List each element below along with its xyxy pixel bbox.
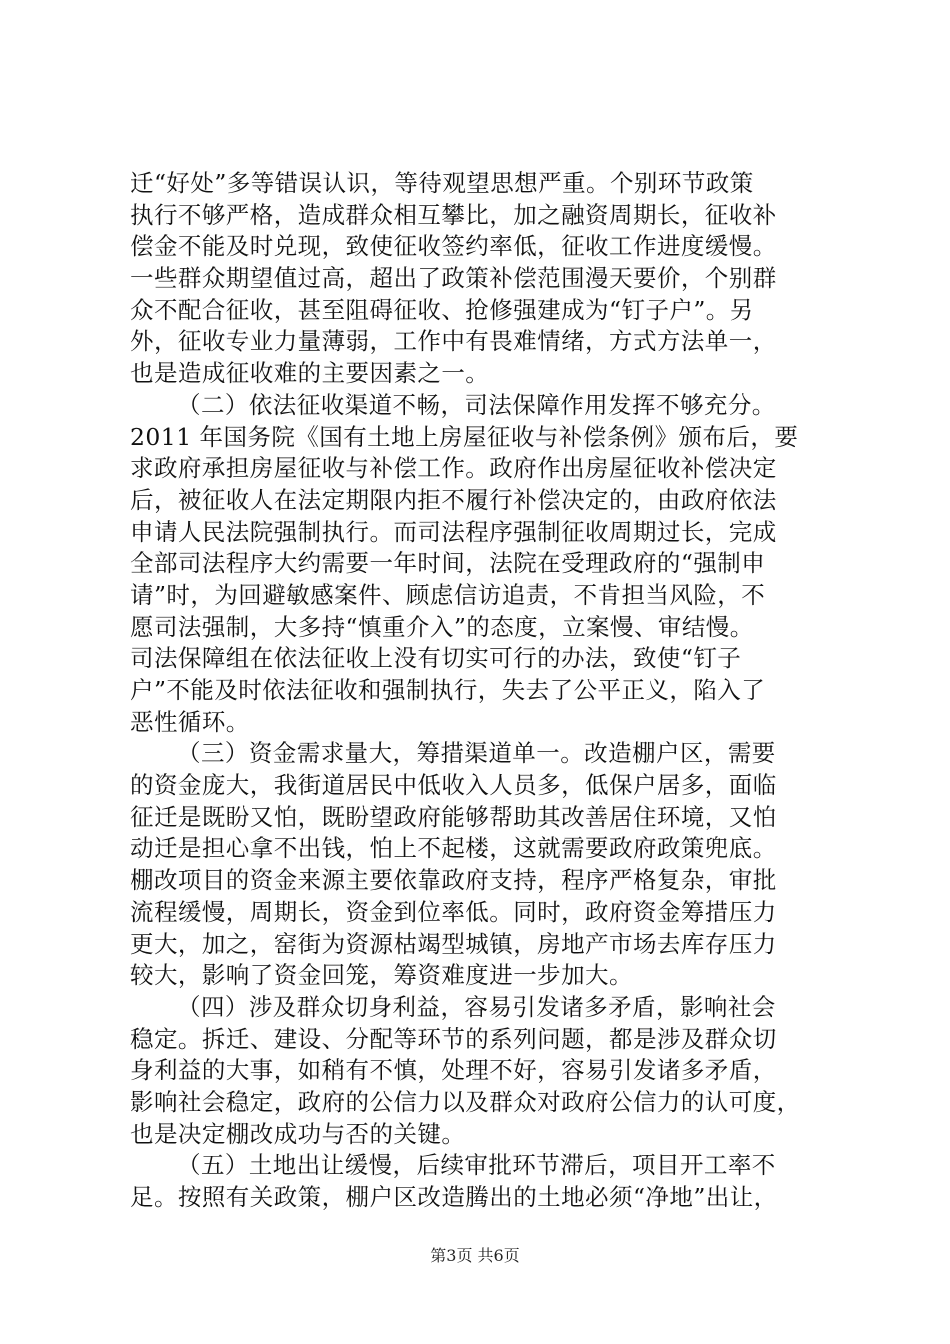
text-line: 也是决定棚改成功与否的关键。 xyxy=(130,1119,466,1148)
text-line: 身利益的大事，如稍有不慎，处理不好，容易引发诸多矛盾， xyxy=(130,1056,777,1085)
text-line: 的资金庞大，我街道居民中低收入人员多，低保户居多，面临 xyxy=(130,771,777,800)
text-line: 众不配合征收，甚至阻碍征收、抢修强建成为“钉子户”。另 xyxy=(130,295,754,324)
text-line: 户”不能及时依法征收和强制执行，失去了公平正义，陷入了 xyxy=(130,676,766,704)
text-line: 影响社会稳定，政府的公信力以及群众对政府公信力的认可度， xyxy=(130,1087,801,1116)
text-line: 偿金不能及时兑现，致使征收签约率低，征收工作进度缓慢。 xyxy=(130,232,777,261)
text-line: 外，征收专业力量薄弱，工作中有畏难情绪，方式方法单一， xyxy=(130,327,777,356)
page-number-footer: 第3页 共6页 xyxy=(430,1246,520,1265)
section-heading-line: （三）资金需求量大，筹措渠道单一。改造棚户区，需要 xyxy=(177,739,776,768)
section-heading-line: （二）依法征收渠道不畅，司法保障作用发挥不够充分。 xyxy=(177,390,776,419)
text-line: 愿司法强制，大多持“慎重介入”的态度，立案慢、审结慢。 xyxy=(130,612,754,641)
text-line: 较大，影响了资金回笼，筹资难度进一步加大。 xyxy=(130,961,633,990)
text-line: 后，被征收人在法定期限内拒不履行补偿决定的，由政府依法 xyxy=(130,485,777,514)
text-line: 征迁是既盼又怕，既盼望政府能够帮助其改善居住环境，又怕 xyxy=(130,802,777,831)
section-heading-line: （五）土地出让缓慢，后续审批环节滞后，项目开工率不 xyxy=(177,1151,776,1180)
text-line: 稳定。拆迁、建设、分配等环节的系列问题，都是涉及群众切 xyxy=(130,1024,777,1053)
text-line: 足。按照有关政策，棚户区改造腾出的土地必须“净地”出让， xyxy=(130,1183,778,1211)
text-line: 也是造成征收难的主要因素之一。 xyxy=(130,359,490,388)
text-line: 全部司法程序大约需要一年时间，法院在受理政府的“强制申 xyxy=(130,549,766,578)
body-text xyxy=(130,168,850,1214)
text-line: 更大，加之，窑街为资源枯竭型城镇，房地产市场去库存压力 xyxy=(130,929,777,958)
text-line: 2011 年国务院《国有土地上房屋征收与补偿条例》颁布后，要 xyxy=(130,422,799,451)
text-line: 执行不够严格，造成群众相互攀比，加之融资周期长，征收补 xyxy=(130,200,777,229)
text-line: 求政府承担房屋征收与补偿工作。政府作出房屋征收补偿决定 xyxy=(130,454,777,483)
text-line: 请”时，为回避敏感案件、顾虑信访追责，不肯担当风险，不 xyxy=(130,580,766,609)
text-line: 恶性循环。 xyxy=(130,707,250,736)
text-line: 流程缓慢，周期长，资金到位率低。同时，政府资金筹措压力 xyxy=(130,897,777,926)
text-line: 一些群众期望值过高，超出了政策补偿范围漫天要价，个别群 xyxy=(130,264,777,293)
text-line: 棚改项目的资金来源主要依靠政府支持，程序严格复杂，审批 xyxy=(130,866,777,895)
text-line: 迁“好处”多等错误认识，等待观望思想严重。个别环节政策 xyxy=(130,169,754,197)
section-heading-line: （四）涉及群众切身利益，容易引发诸多矛盾，影响社会 xyxy=(177,992,776,1021)
text-line: 申请人民法院强制执行。而司法程序强制征收周期过长，完成 xyxy=(130,517,777,546)
text-line: 动迁是担心拿不出钱，怕上不起楼，这就需要政府政策兜底。 xyxy=(130,834,777,863)
text-line: 司法保障组在依法征收上没有切实可行的办法，致使“钉子 xyxy=(130,644,742,673)
